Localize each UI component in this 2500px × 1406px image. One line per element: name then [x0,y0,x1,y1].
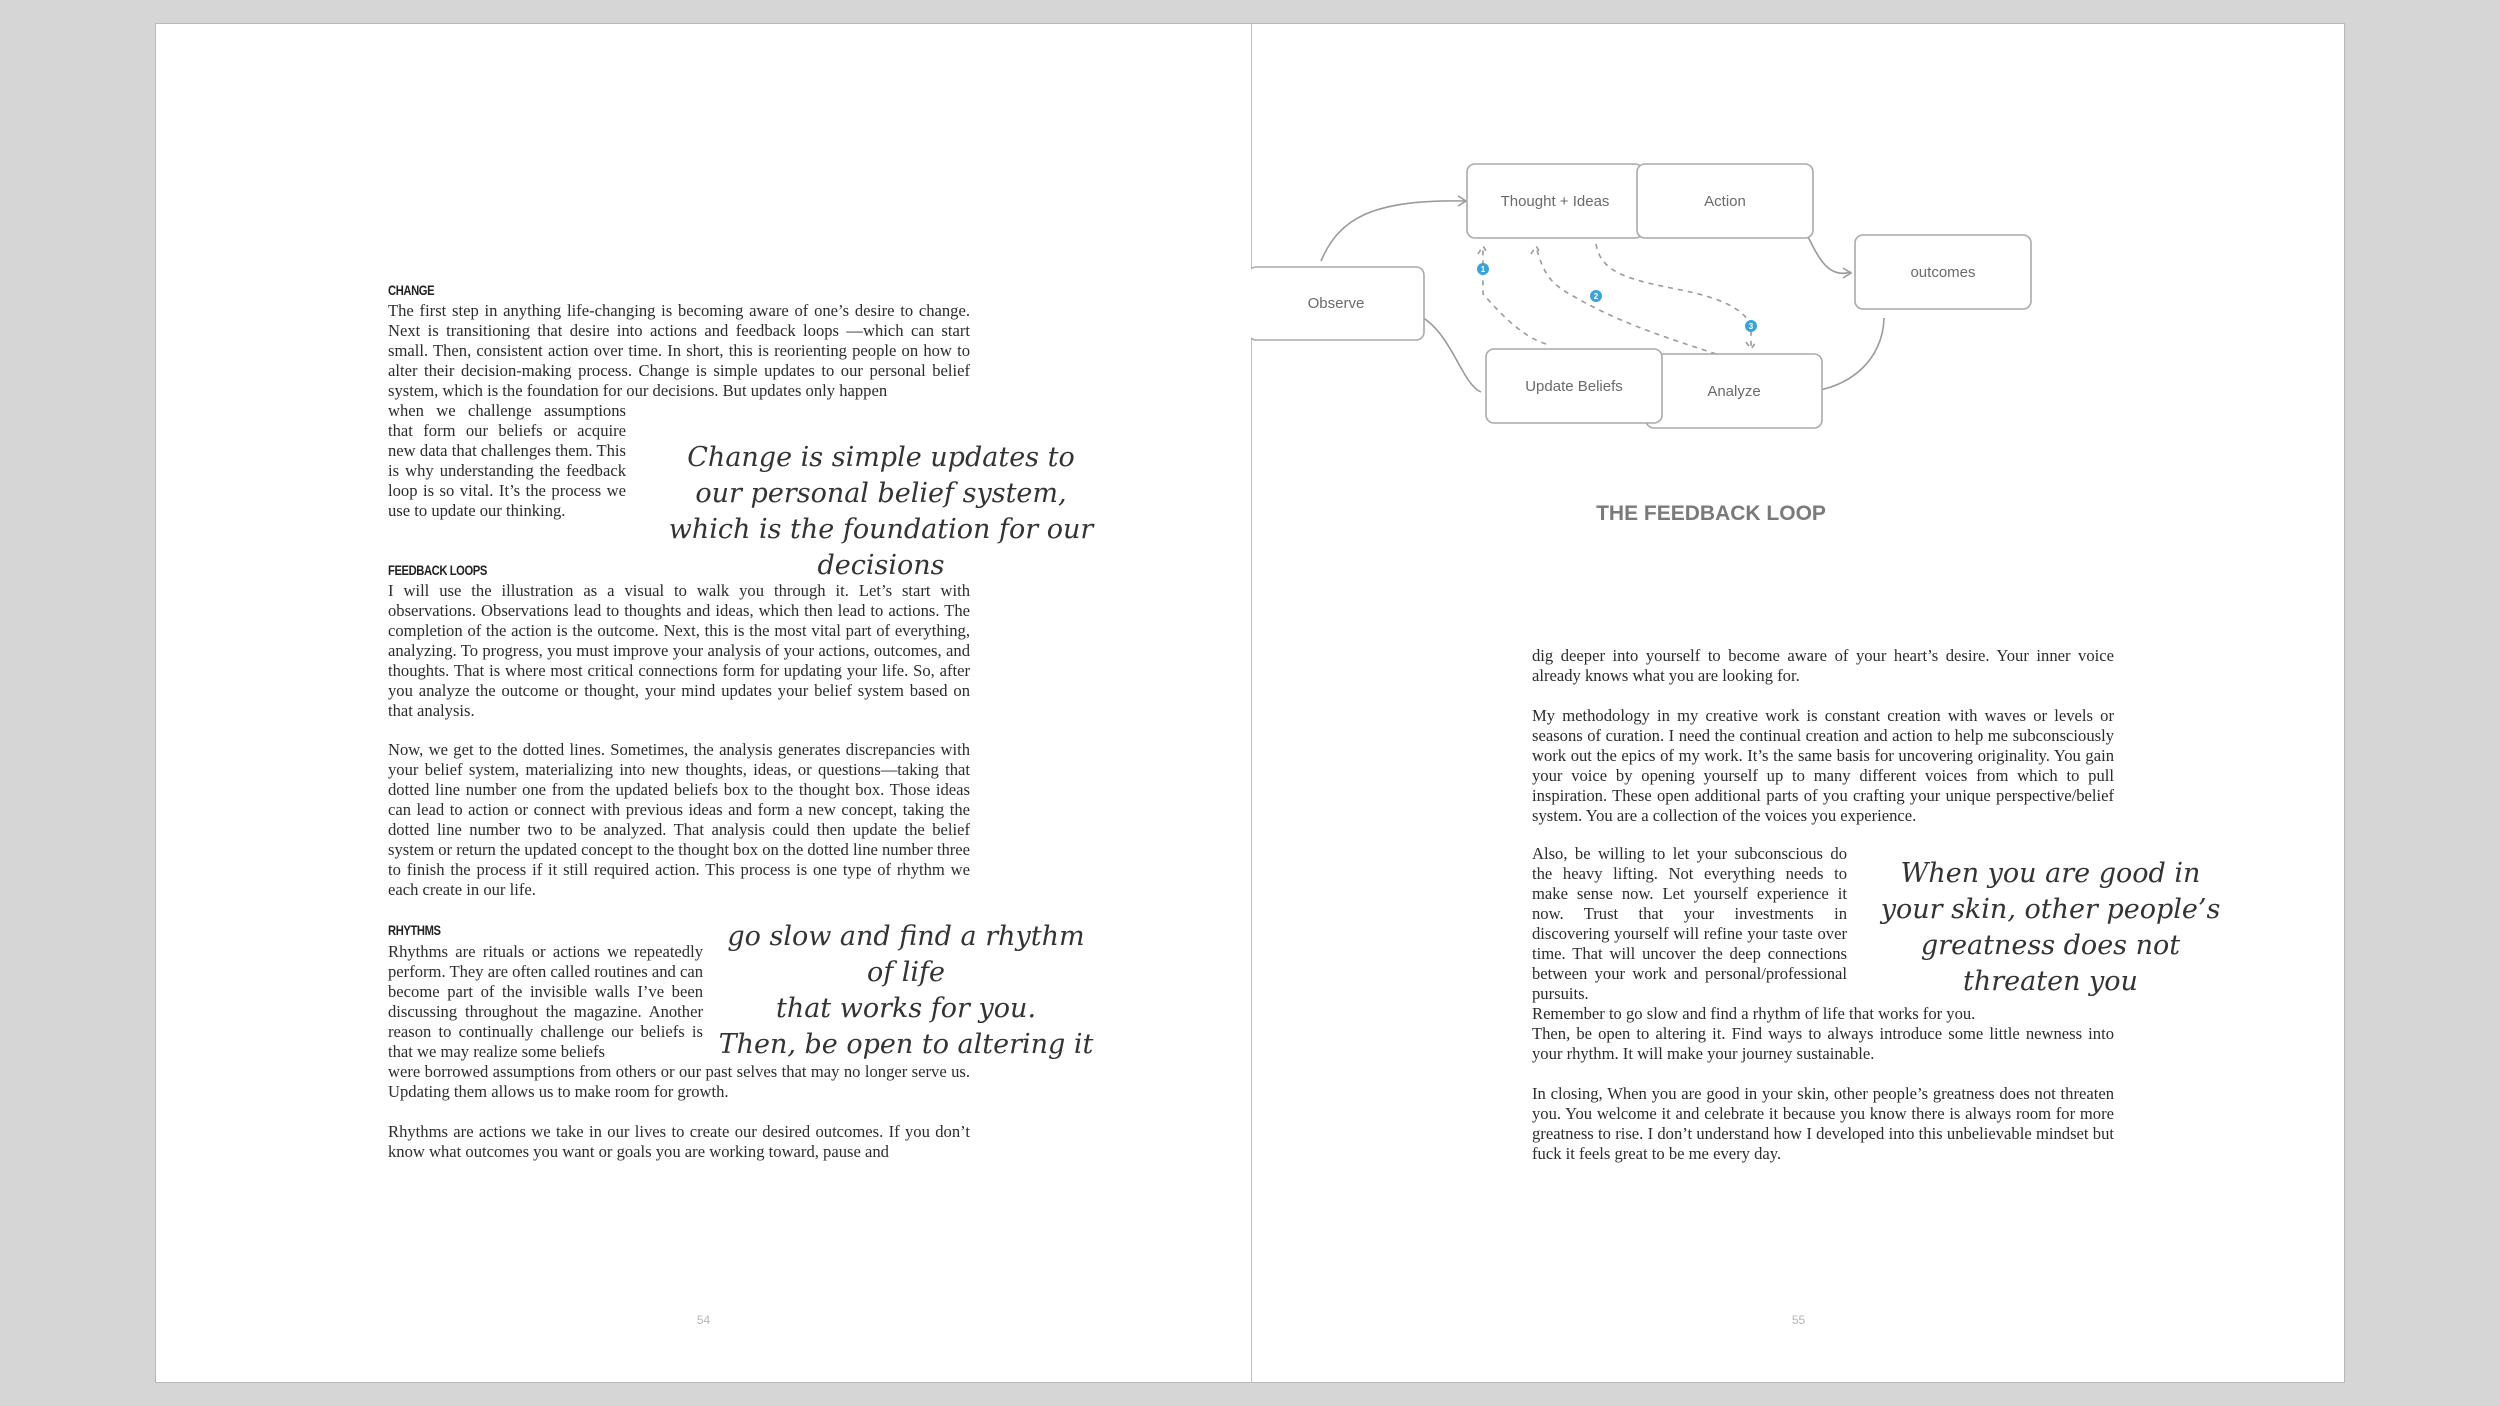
right-paragraph-4-line-1: Remember to go slow and find a rhythm of life that works for you. [1532,1004,1976,1023]
rhythms-paragraph-1-continued: were borrowed assumptions from others or our past selves that may no longer serve us. Updating them allows us to make room for growth. [388,1062,970,1101]
left-page [156,24,1251,1382]
pull-quote-rhythm-line-1: go slow and find a rhythm of life [727,921,1085,988]
node-observe [1251,267,1424,340]
node-thought-ideas [1467,164,1643,238]
feedback-loop-diagram [1251,24,2346,444]
page-number-right: 55 [1791,1313,1806,1327]
change-paragraph-2: when we challenge assumptions that form our beliefs or acquire new data that challenges them. This is why understanding the feedback loop is so vital. It’s the process we use to update our thinking. [388,401,626,520]
pull-quote-greatness: When you are good in your skin, other people’s greatness does not threaten you [1880,858,2221,997]
right-paragraph-1: dig deeper into yourself to become aware of your heart’s desire. Your inner voice already knows what you are looking for. [1532,646,2114,685]
right-paragraph-5: In closing, When you are good in your skin, other people’s greatness does not threaten you. You welcome it and celebrate it because you know there is always room for more greatness to rise. I don’t understand how I developed into this unbelievable mindset but fuck it feels great to be me every day. [1532,1084,2114,1163]
arrowhead [1531,246,1541,254]
node-action [1637,164,1813,238]
marker-2-label: 2 [1593,292,1599,301]
change-paragraph-1: The first step in anything life-changing is becoming aware of one’s desire to change. Next is transitioning that desire into actions and feedback loops —which can start small. Then, consistent action over time. In short, this is reorienting people on how to alter their decision-making process. Change is simple updates to our personal belief system, which is the foundation for our decisions. But updates only happen [388,301,970,400]
right-paragraph-3: Also, be willing to let your subconscious do the heavy lifting. Not everything needs to make sense now. Let yourself experience it now. Trust that your investments in discovering yourself will refine your taste over time. That will uncover the deep connections between your work and personal/professional pursuits. [1532,844,1847,1003]
edge-observe-thought [1321,201,1466,261]
feedback-paragraph-1: I will use the illustration as a visual to walk you through it. Let’s start with observations. Observations lead to thoughts and ideas, which then lead to actions. The completion of the action is the outcome. Next, this is the most vital part of everything, analyzing. To progress, you must improve your analysis of your actions, outcomes, and thoughts. That is where most critical connections form for updating your life. So, after you analyze the outcome or thought, your mind updates your belief system based on that analysis. [388,581,970,720]
pull-quote-change: Change is simple updates to our personal belief system, which is the foundation for our decisions [668,442,1094,581]
dashed-line-2 [1536,246,1716,354]
feedback-loops-heading: FEEDBACK LOOPS [388,562,487,578]
change-heading: CHANGE [388,282,435,298]
right-page [1251,24,2346,1382]
pull-quote-rhythm [716,919,1096,1063]
rhythms-heading: RHYTHMS [388,922,441,938]
node-outcomes [1855,235,2031,309]
edge-update-observe [1416,314,1481,392]
right-paragraph-4 [1532,1004,2114,1064]
node-analyze-label: Analyze [1707,383,1761,400]
pull-quote-rhythm-line-3: Then, be open to altering it [718,1029,1094,1060]
right-paragraph-2: My methodology in my creative work is constant creation with waves or levels or seasons of curation. I need the continual creation and action to help me subconsciously work out the epics of my work. It’s the same basis for uncovering originality. You gain your voice by opening yourself up to many different voices from which to pull inspiration. These open additional parts of you crafting your unique perspective/belief system. You are a collection of the voices you experience. [1532,706,2114,825]
marker-3-label: 3 [1748,322,1754,331]
feedback-paragraph-2: Now, we get to the dotted lines. Sometimes, the analysis generates discrepancies with your belief system, materializing into new thoughts, ideas, or questions—taking that dotted line number one from the updated beliefs box to the thought box. Those ideas can lead to action or connect with previous ideas and form a new concept, taking the dotted line number two to be analyzed. That analysis could then update the belief system or return the updated concept to the thought box on the dotted line number three to finish the process if it still required action. This process is one type of rhythm we each create in our life. [388,740,971,899]
rhythms-paragraph-1: Rhythms are rituals or actions we repeatedly perform. They are often called routines and can become part of the invisible walls I’ve been discussing throughout the magazine. Another reason to continually challenge our beliefs is that we may realize some beliefs [388,942,703,1061]
pull-quote-rhythm-line-2: that works for you. [775,993,1037,1024]
diagram-title: THE FEEDBACK LOOP [1596,502,1826,525]
dashed-line-1 [1480,246,1546,344]
node-update-beliefs [1486,349,1662,423]
node-analyze [1646,354,1822,428]
node-thought-label: Thought + Ideas [1500,193,1610,210]
rhythms-paragraph-2: Rhythms are actions we take in our lives to create our desired outcomes. If you don’t know what outcomes you want or goals you are working toward, pause and [388,1122,970,1161]
node-action-label: Action [1704,193,1746,210]
node-outcomes-label: outcomes [1910,264,1976,281]
marker-1-label: 1 [1480,265,1486,274]
node-observe-label: Observe [1307,295,1365,312]
right-paragraph-4-rest: Then, be open to altering it. Find ways to always introduce some little newness into your rhythm. It will make your journey sustainable. [1532,1024,2114,1063]
node-update-label: Update Beliefs [1525,378,1623,395]
magazine-spread [155,23,2345,1383]
page-number-left: 54 [696,1313,711,1327]
dashed-line-3 [1593,244,1751,349]
